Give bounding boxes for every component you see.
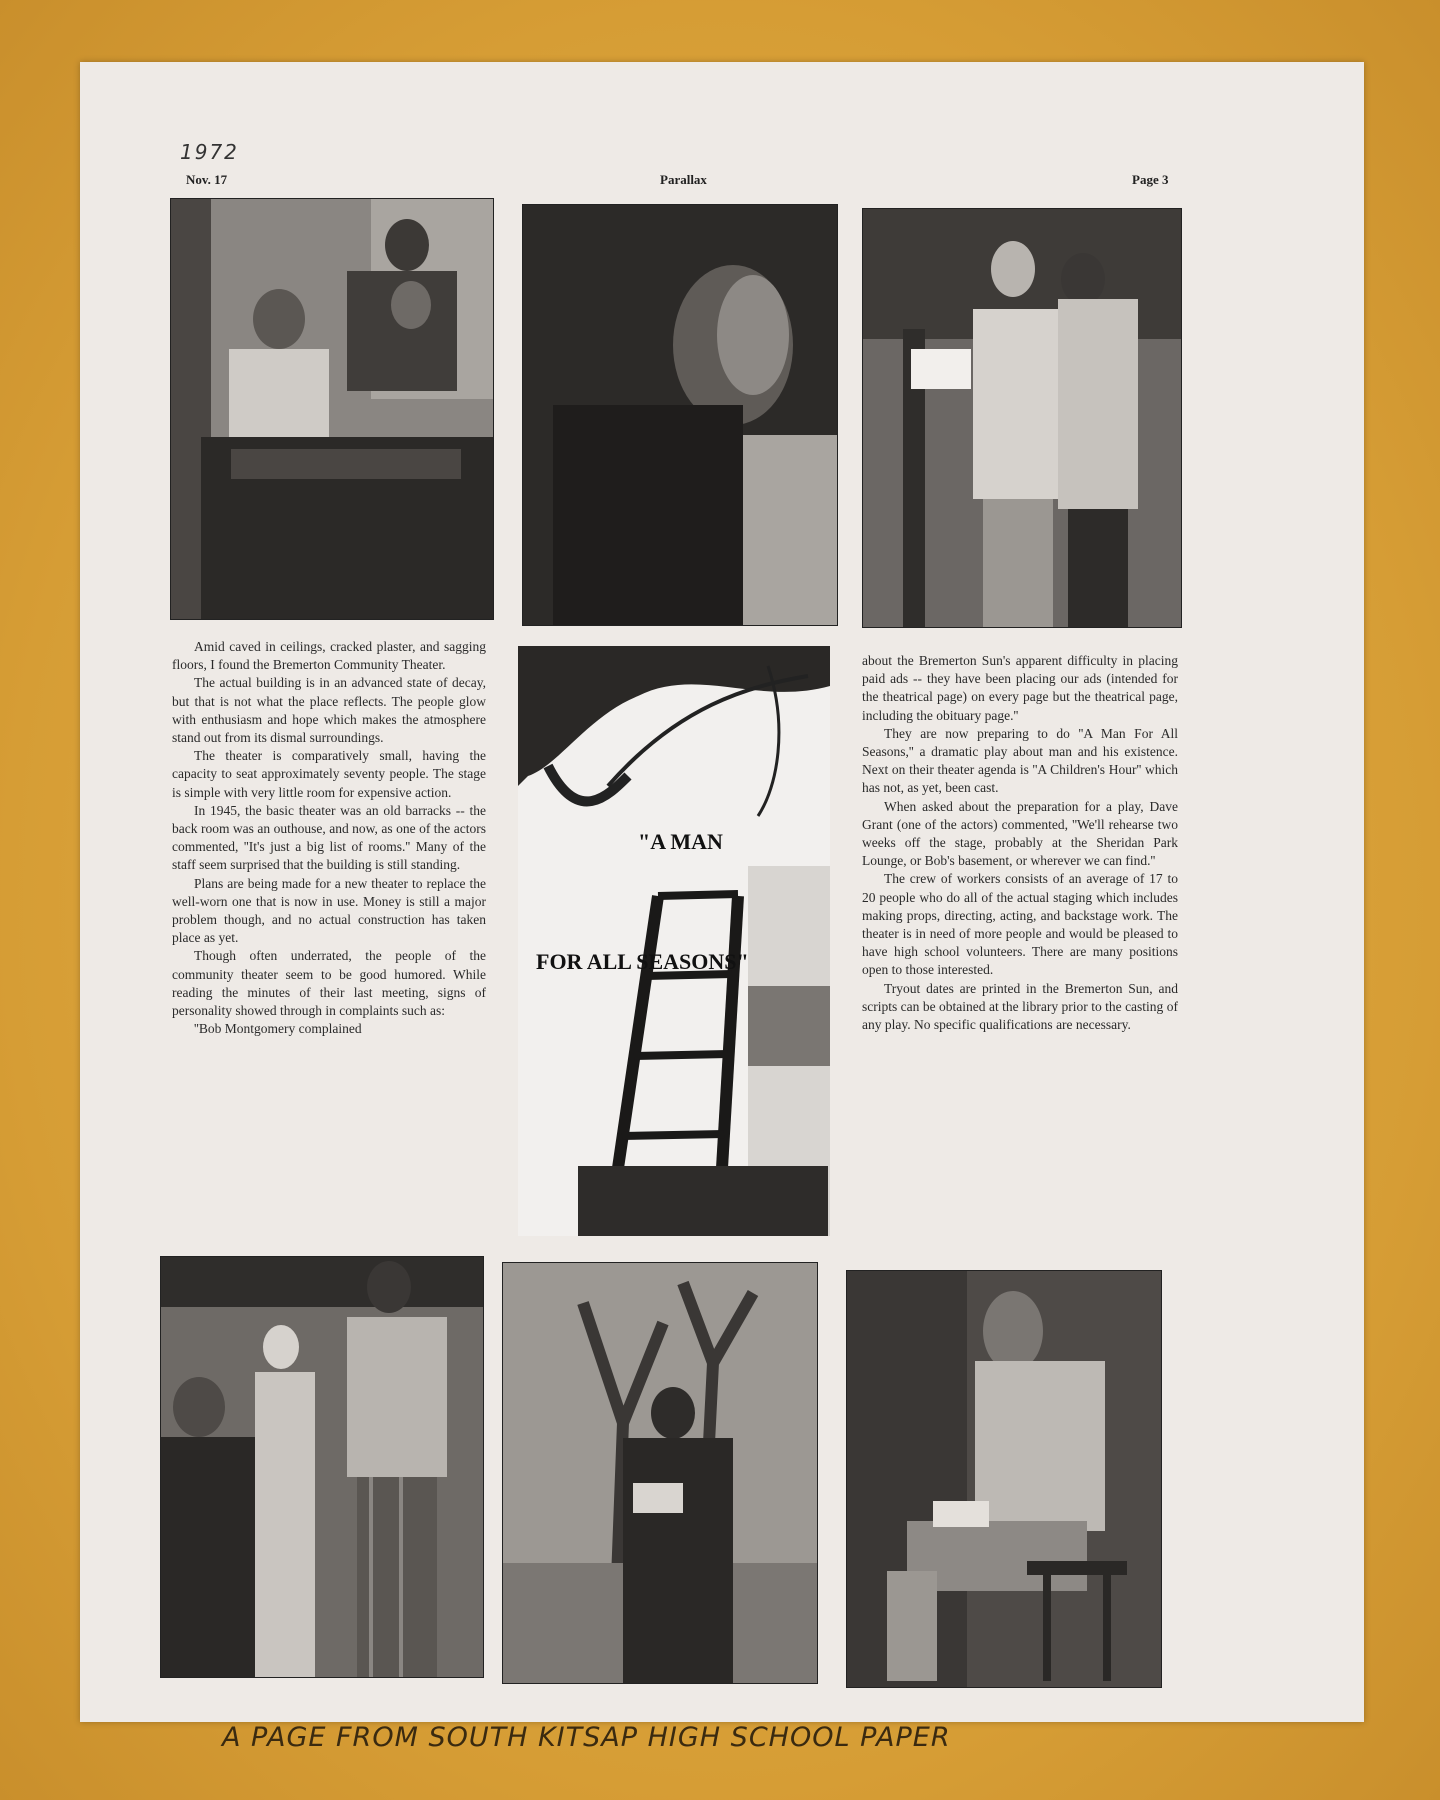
photo-three-actors-rehearsing	[160, 1256, 484, 1678]
artwork-title-line-2: FOR ALL SEASONS"	[536, 949, 749, 974]
newspaper-page	[80, 62, 1364, 1722]
photo-actor-under-trees	[502, 1262, 818, 1684]
header-paper-name: Parallax	[660, 172, 707, 187]
photo-two-actors-script	[862, 208, 1182, 628]
article-paragraph: Though often underrated, the people of the community theater seem to be good humored. While reading the minutes of their last meeting, signs of personality showed through in complaints such as:	[172, 948, 486, 1019]
article-right-column	[862, 652, 1178, 1034]
article-left-column	[172, 638, 486, 1038]
article-paragraph: about the Bremerton Sun's apparent difficulty in placing paid ads -- they have been placing our ads (intended for the theatrical page) on every page but the theatrical page, including the obituary page.''	[862, 653, 1178, 723]
photo-three-men-table	[170, 198, 494, 620]
header-page-number: Page 3	[1132, 172, 1169, 187]
article-paragraph: When asked about the preparation for a play, Dave Grant (one of the actors) commented, ''We'll rehearse two weeks off the stage, probably at the Sheridan Park Lounge, or Bob's basement, or wherever we can find.''	[862, 798, 1178, 869]
article-paragraph: The actual building is in an advanced state of decay, but that is not what the place reflects. The people glow with enthusiasm and hope which makes the atmosphere stand out from its dismal surroundings.	[172, 675, 486, 746]
article-paragraph: The theater is comparatively small, having the capacity to seat approximately seventy people. The stage is simple with very little room for expensive action.	[172, 748, 486, 800]
article-paragraph: In 1945, the basic theater was an old barracks -- the back room was an outhouse, and now, as one of the actors commented, ''It's just a big list of rooms.'' Many of the staff seem surprised that the building is still standing.	[172, 802, 486, 873]
photo-man-profile	[522, 204, 838, 626]
handwritten-caption: A PAGE FROM SOUTH KITSAP HIGH SCHOOL PAPER	[222, 1722, 951, 1753]
article-paragraph: Amid caved in ceilings, cracked plaster, and sagging floors, I found the Bremerton Community Theater.	[172, 639, 486, 673]
header-date: Nov. 17	[186, 172, 228, 187]
article-paragraph: The crew of workers consists of an average of 17 to 20 people who do all of the actual staging which includes making props, directing, acting, and backstage work. The theater is in need of more people and would be pleased to have high school volunteers. There are many positions open to those interested.	[862, 871, 1178, 978]
article-paragraph: Tryout dates are printed in the Bremerton Sun, and scripts can be obtained at the library prior to the casting of any play. No specific qualifications are necessary.	[862, 980, 1178, 1033]
handwritten-year: 1972	[180, 140, 239, 164]
photo-seated-bearded-man	[846, 1270, 1162, 1688]
artwork-title-line-1: "A MAN	[638, 829, 723, 854]
play-title-artwork	[518, 646, 830, 1236]
article-paragraph: They are now preparing to do ''A Man For All Seasons,'' a dramatic play about man and his existence. Next on their theater agenda is ''A Children's Hour'' which has not, as yet, been cast.	[862, 725, 1178, 796]
article-paragraph: Plans are being made for a new theater to replace the well-worn one that is now in use. Money is still a major problem though, and no actual construction has taken place as yet.	[172, 875, 486, 946]
article-paragraph: ''Bob Montgomery complained	[194, 1021, 362, 1037]
